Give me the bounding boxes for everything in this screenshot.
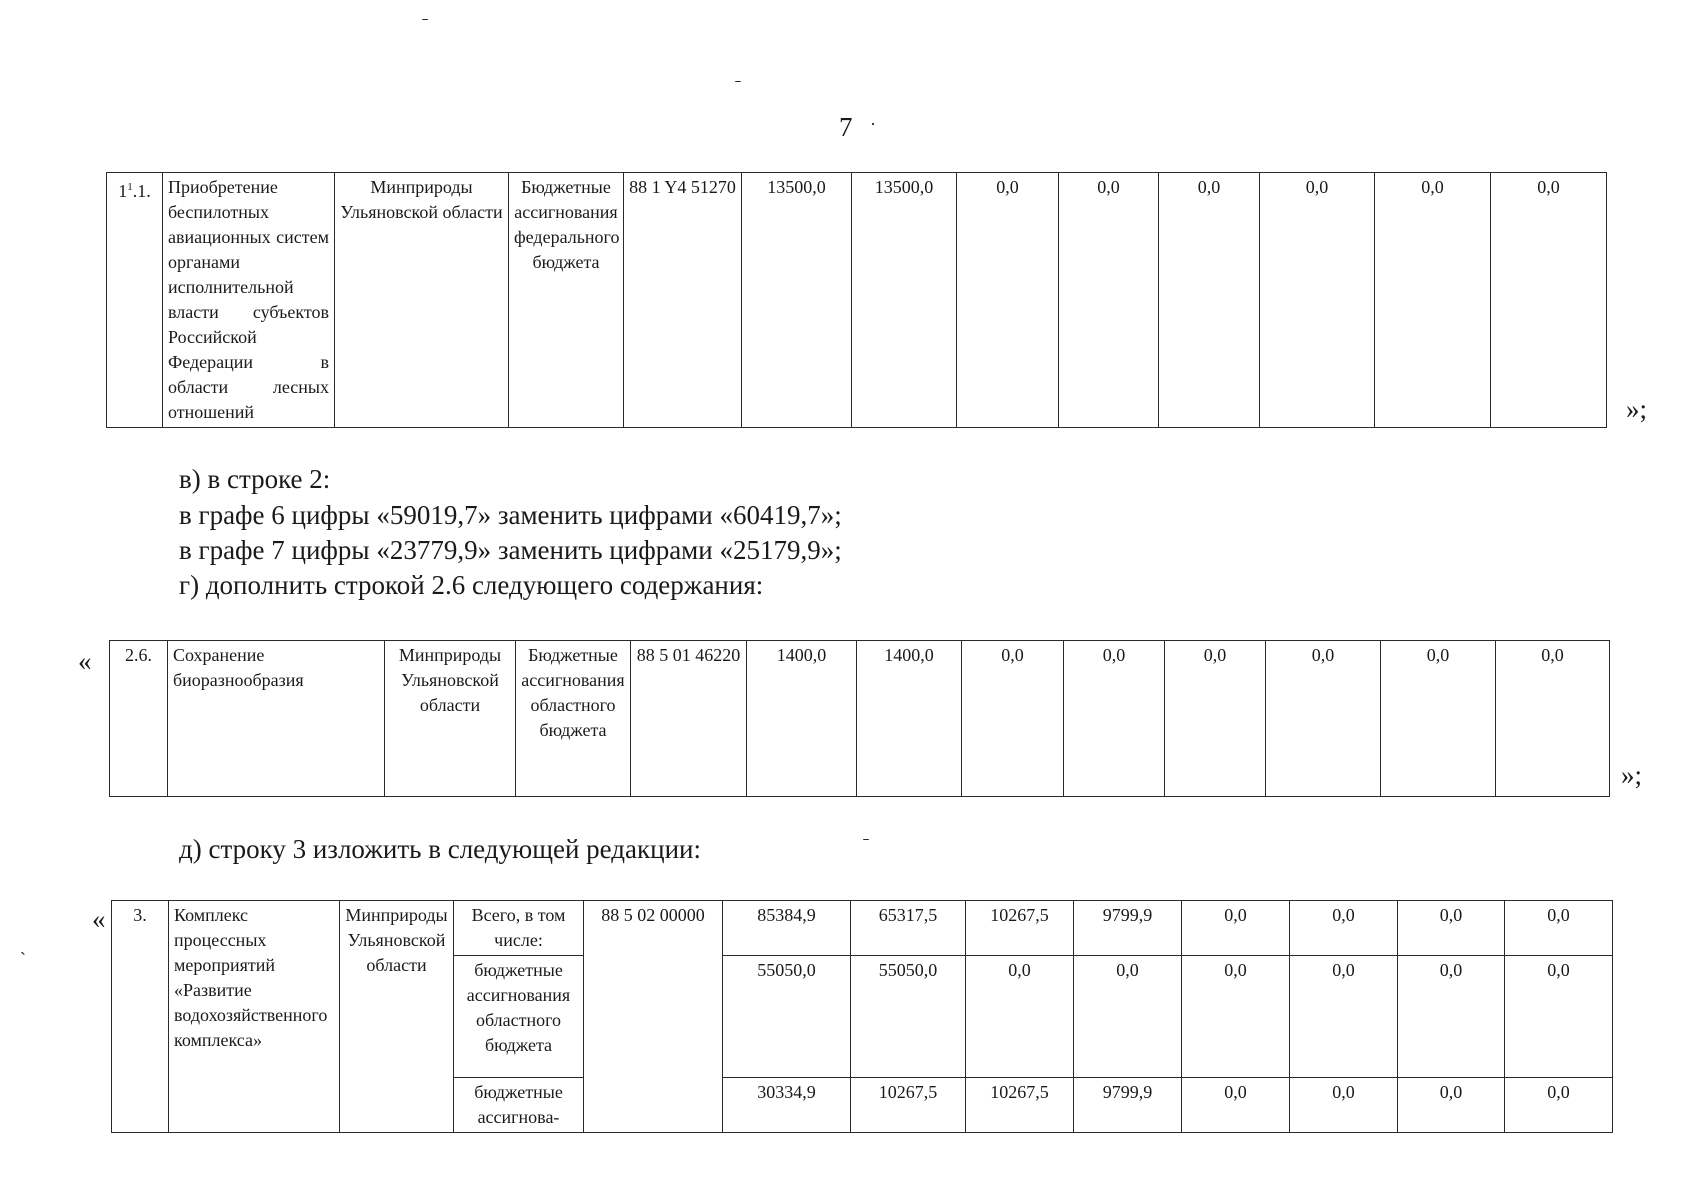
scan-speck: ˉ bbox=[863, 834, 869, 854]
measure-name: Сохранение биоразнообразия bbox=[168, 641, 385, 797]
scan-speck: ˉ bbox=[422, 14, 428, 34]
table-row-2-6 bbox=[109, 640, 1610, 797]
executor: Минприроды Ульяновской области bbox=[340, 901, 454, 1133]
value-cell: 0,0 bbox=[1260, 173, 1375, 428]
value-cell: 10267,5 bbox=[966, 1078, 1074, 1133]
value-cell: 1400,0 bbox=[857, 641, 962, 797]
paragraph-d: д) строку 3 изложить в следующей редакции: bbox=[179, 834, 701, 864]
paragraph-col7: в графе 7 цифры «23779,9» заменить цифрами «25179,9»; bbox=[179, 535, 842, 565]
value-cell: 0,0 bbox=[1290, 1078, 1398, 1133]
budget-code: 88 5 02 00000 bbox=[584, 901, 723, 1133]
funding-source: Бюджетные ассигнования областного бюджета bbox=[516, 641, 631, 797]
value-cell: 0,0 bbox=[1505, 1078, 1613, 1133]
value-cell: 9799,9 bbox=[1074, 1078, 1182, 1133]
value-cell: 0,0 bbox=[1398, 1078, 1505, 1133]
table-row-1-1 bbox=[106, 172, 1607, 428]
row-number: 2.6. bbox=[110, 641, 168, 797]
value-cell: 13500,0 bbox=[852, 173, 957, 428]
value-cell: 0,0 bbox=[957, 173, 1059, 428]
paragraph-col6: в графе 6 цифры «59019,7» заменить цифрами «60419,7»; bbox=[179, 500, 842, 530]
budget-code: 88 1 Y4 51270 bbox=[624, 173, 742, 428]
budget-code: 88 5 01 46220 bbox=[631, 641, 747, 797]
value-cell: 55050,0 bbox=[851, 956, 966, 1078]
value-cell: 0,0 bbox=[1182, 1078, 1290, 1133]
funding-source: бюджетные ассигнова- bbox=[454, 1078, 584, 1133]
value-cell: 13500,0 bbox=[742, 173, 852, 428]
executor: Минприроды Ульяновской области bbox=[385, 641, 516, 797]
value-cell: 10267,5 bbox=[851, 1078, 966, 1133]
value-cell: 0,0 bbox=[1398, 956, 1505, 1078]
scan-speck: ˏ bbox=[20, 935, 26, 955]
row-number: 3. bbox=[112, 901, 169, 1133]
scan-speck: · bbox=[870, 114, 876, 134]
value-cell: 55050,0 bbox=[723, 956, 851, 1078]
value-cell: 0,0 bbox=[1375, 173, 1491, 428]
paragraph-g: г) дополнить строкой 2.6 следующего содержания: bbox=[179, 570, 764, 600]
opening-quote: « bbox=[78, 646, 92, 676]
paragraph-v: в) в строке 2: bbox=[179, 464, 331, 494]
value-cell: 0,0 bbox=[1064, 641, 1165, 797]
funding-source: бюджетные ассигнования областного бюджета bbox=[454, 956, 584, 1078]
closing-quote: »; bbox=[1621, 760, 1643, 790]
value-cell: 65317,5 bbox=[851, 901, 966, 956]
value-cell: 0,0 bbox=[1381, 641, 1496, 797]
value-cell: 0,0 bbox=[1074, 956, 1182, 1078]
measure-name: Приобретение беспилотных авиационных систем органами исполнительной власти субъектов Российской Федерации в области лесных отношений bbox=[163, 173, 335, 428]
value-cell: 30334,9 bbox=[723, 1078, 851, 1133]
funding-source: Всего, в том числе: bbox=[454, 901, 584, 956]
closing-quote: »; bbox=[1626, 394, 1648, 424]
value-cell: 0,0 bbox=[1496, 641, 1610, 797]
executor: Минприроды Ульяновской области bbox=[335, 173, 509, 428]
table-row-3 bbox=[111, 900, 1613, 1133]
value-cell: 0,0 bbox=[1182, 956, 1290, 1078]
value-cell: 9799,9 bbox=[1074, 901, 1182, 956]
row-number: $1^1.1$. bbox=[107, 173, 163, 428]
page-number: 7 bbox=[839, 112, 853, 142]
value-cell: 0,0 bbox=[1159, 173, 1260, 428]
value-cell: 0,0 bbox=[962, 641, 1064, 797]
value-cell: 0,0 bbox=[1165, 641, 1266, 797]
value-cell: 0,0 bbox=[1266, 641, 1381, 797]
measure-name: Комплекс процессных мероприятий «Развитие водохозяйственного комплекса» bbox=[169, 901, 340, 1133]
value-cell: 0,0 bbox=[1505, 956, 1613, 1078]
value-cell: 85384,9 bbox=[723, 901, 851, 956]
value-cell: 0,0 bbox=[1491, 173, 1607, 428]
value-cell: 0,0 bbox=[1398, 901, 1505, 956]
value-cell: 0,0 bbox=[1059, 173, 1159, 428]
value-cell: 1400,0 bbox=[747, 641, 857, 797]
value-cell: 0,0 bbox=[966, 956, 1074, 1078]
scan-speck: ˉ bbox=[735, 76, 741, 96]
value-cell: 0,0 bbox=[1182, 901, 1290, 956]
funding-source: Бюджетные ассигнования федерального бюджета bbox=[509, 173, 624, 428]
opening-quote: « bbox=[92, 904, 106, 934]
value-cell: 0,0 bbox=[1290, 901, 1398, 956]
value-cell: 0,0 bbox=[1505, 901, 1613, 956]
value-cell: 0,0 bbox=[1290, 956, 1398, 1078]
value-cell: 10267,5 bbox=[966, 901, 1074, 956]
